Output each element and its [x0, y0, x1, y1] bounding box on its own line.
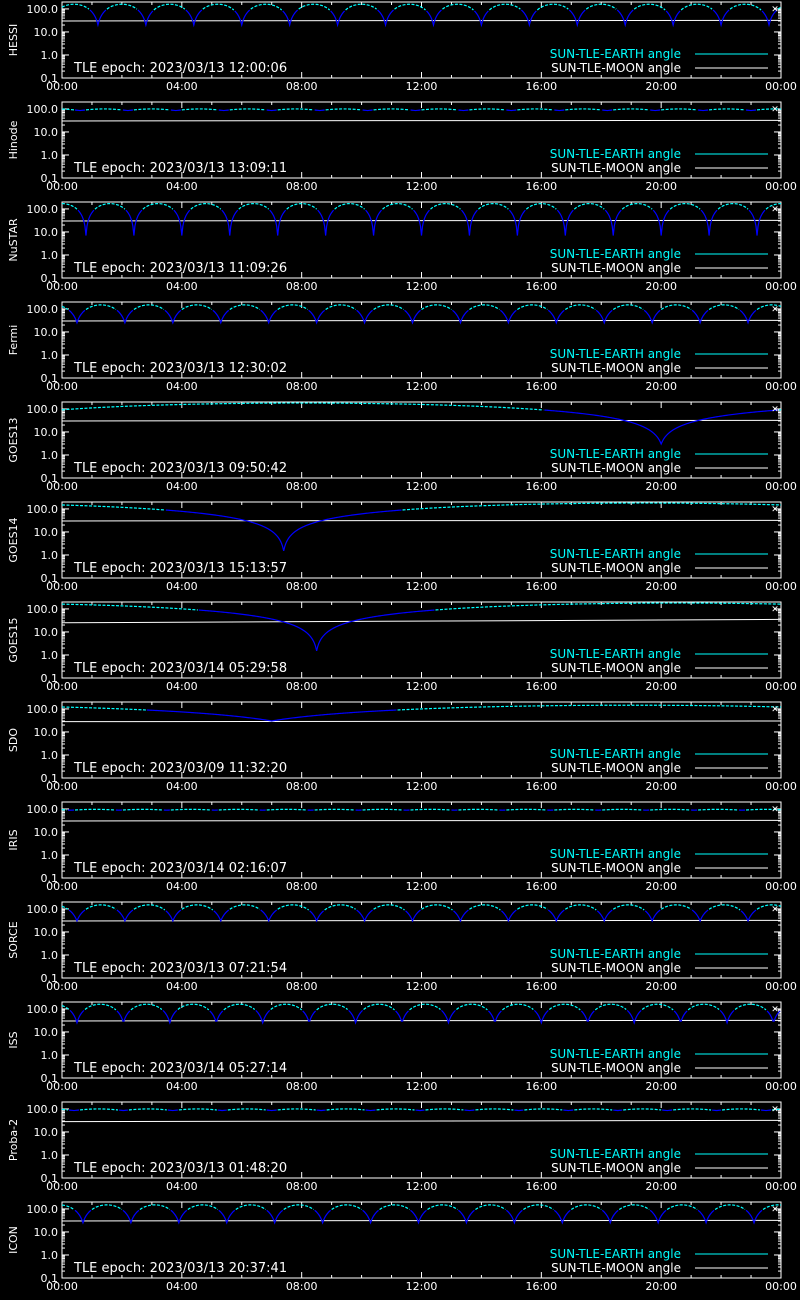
x-tick-label: 20:00	[645, 480, 678, 493]
series-line-sun-tle-moon	[62, 820, 781, 821]
x-tick-label: 00:00	[46, 80, 78, 93]
y-tick-label: 100.0	[26, 402, 58, 416]
x-tick-label: 12:00	[405, 880, 438, 893]
tle-epoch-prefix: TLE epoch:	[74, 161, 150, 176]
legend-earth-label: SUN-TLE-EARTH angle	[549, 247, 681, 261]
panel-ylabel: SORCE	[7, 921, 20, 959]
tle-epoch-prefix: TLE epoch:	[74, 361, 150, 376]
y-tick-label: 1.0	[40, 1048, 58, 1062]
x-tick-label: 00:00	[765, 980, 797, 993]
x-tick-label: 00:00	[765, 180, 797, 193]
end-marker-icon: ✕	[771, 1005, 779, 1015]
end-marker-icon: ✕	[771, 1205, 779, 1215]
tle-epoch-value: 2023/03/13 11:09:26	[149, 261, 288, 276]
end-marker-icon: ✕	[771, 205, 779, 215]
x-tick-label: 20:00	[645, 980, 678, 993]
x-tick-label: 00:00	[46, 980, 78, 993]
y-tick-label: 1.0	[40, 148, 58, 162]
legend-earth-label: SUN-TLE-EARTH angle	[549, 847, 681, 861]
x-tick-label: 20:00	[645, 380, 678, 393]
y-tick-label: 10.0	[33, 425, 58, 439]
y-tick-label: 100.0	[26, 502, 58, 516]
x-tick-label: 16:00	[525, 680, 558, 693]
y-tick-label: 0.1	[40, 972, 58, 985]
series-line-sun-tle-earth-low	[69, 910, 756, 921]
tle-epoch-prefix: TLE epoch:	[74, 1061, 150, 1076]
legend-moon-label: SUN-TLE-MOON angle	[551, 1261, 681, 1275]
x-tick-label: 00:00	[765, 480, 797, 493]
chart-panel-sorce	[0, 900, 800, 1000]
legend-moon-label: SUN-TLE-MOON angle	[551, 1061, 681, 1075]
series-line-sun-tle-moon	[62, 220, 781, 221]
end-marker-icon: ✕	[771, 905, 779, 915]
legend-earth-label: SUN-TLE-EARTH angle	[549, 47, 681, 61]
y-tick-label: 0.1	[40, 872, 58, 885]
tle-epoch-prefix: TLE epoch:	[74, 61, 150, 76]
x-tick-label: 16:00	[525, 880, 558, 893]
legend-earth-label: SUN-TLE-EARTH angle	[549, 447, 681, 461]
legend-moon-label: SUN-TLE-MOON angle	[551, 361, 681, 375]
y-tick-label: 100.0	[26, 1202, 58, 1216]
legend-moon-label: SUN-TLE-MOON angle	[551, 61, 681, 75]
tle-epoch-label	[73, 1261, 287, 1276]
tle-epoch-label	[73, 261, 287, 276]
tle-epoch-prefix: TLE epoch:	[74, 461, 150, 476]
x-tick-label: 20:00	[645, 1280, 678, 1293]
chart-panel-nustar	[0, 200, 800, 300]
tle-epoch-value: 2023/03/14 05:27:14	[149, 1061, 288, 1076]
x-tick-label: 20:00	[645, 880, 678, 893]
y-tick-label: 0.1	[40, 1072, 58, 1085]
x-tick-label: 16:00	[525, 280, 558, 293]
y-tick-label: 0.1	[40, 772, 58, 785]
tle-epoch-label	[73, 1161, 287, 1176]
x-tick-label: 04:00	[165, 180, 198, 193]
tle-epoch-value: 2023/03/13 12:00:06	[149, 61, 288, 76]
x-tick-label: 00:00	[46, 1180, 78, 1193]
x-tick-label: 08:00	[285, 380, 318, 393]
x-tick-label: 12:00	[405, 580, 438, 593]
end-marker-icon: ✕	[771, 5, 779, 15]
panel-ylabel: Proba-2	[7, 1118, 20, 1162]
y-tick-label: 10.0	[33, 525, 58, 539]
legend-earth-label: SUN-TLE-EARTH angle	[549, 747, 681, 761]
x-tick-label: 04:00	[165, 1280, 198, 1293]
y-tick-label: 1.0	[40, 48, 58, 62]
x-tick-label: 20:00	[645, 680, 678, 693]
chart-panel-sdo	[0, 700, 800, 800]
x-tick-label: 08:00	[285, 80, 318, 93]
y-tick-label: 10.0	[33, 25, 58, 39]
x-tick-label: 16:00	[525, 980, 558, 993]
x-tick-label: 16:00	[525, 380, 558, 393]
legend-moon-label: SUN-TLE-MOON angle	[551, 661, 681, 675]
series-line-sun-tle-moon	[62, 1220, 781, 1221]
y-tick-label: 10.0	[33, 1225, 58, 1239]
legend-earth-label: SUN-TLE-EARTH angle	[549, 1247, 681, 1261]
tle-epoch-prefix: TLE epoch:	[74, 1161, 150, 1176]
series-line-sun-tle-moon	[62, 320, 781, 321]
tle-epoch-prefix: TLE epoch:	[74, 861, 150, 876]
x-tick-label: 00:00	[765, 1080, 797, 1093]
tle-epoch-prefix: TLE epoch:	[74, 561, 150, 576]
x-tick-label: 04:00	[165, 780, 198, 793]
legend-moon-label: SUN-TLE-MOON angle	[551, 961, 681, 975]
y-tick-label: 100.0	[26, 202, 58, 216]
x-tick-label: 00:00	[46, 580, 78, 593]
x-tick-label: 20:00	[645, 580, 678, 593]
legend-moon-label: SUN-TLE-MOON angle	[551, 1161, 681, 1175]
tle-epoch-label	[73, 961, 287, 976]
x-tick-label: 00:00	[46, 880, 78, 893]
x-tick-label: 20:00	[645, 80, 678, 93]
y-tick-label: 10.0	[33, 825, 58, 839]
end-marker-icon: ✕	[771, 1105, 779, 1115]
tle-epoch-label	[73, 761, 287, 776]
x-tick-label: 12:00	[405, 80, 438, 93]
end-marker-icon: ✕	[771, 505, 779, 515]
x-tick-label: 16:00	[525, 780, 558, 793]
y-tick-label: 10.0	[33, 1125, 58, 1139]
legend-earth-label: SUN-TLE-EARTH angle	[549, 1047, 681, 1061]
x-tick-label: 04:00	[165, 380, 198, 393]
x-tick-label: 08:00	[285, 1180, 318, 1193]
series-line-sun-tle-earth-low	[199, 610, 435, 651]
y-tick-label: 1.0	[40, 948, 58, 962]
x-tick-label: 16:00	[525, 480, 558, 493]
x-tick-label: 00:00	[46, 480, 78, 493]
chart-panel-goes13	[0, 400, 800, 500]
legend-earth-label: SUN-TLE-EARTH angle	[549, 147, 681, 161]
series-line-sun-tle-earth-low	[78, 210, 765, 235]
tle-epoch-value: 2023/03/13 01:48:20	[149, 1161, 288, 1176]
panel-ylabel: IRIS	[7, 829, 20, 851]
tle-epoch-label	[73, 161, 287, 176]
y-tick-label: 1.0	[40, 548, 58, 562]
y-tick-label: 0.1	[40, 172, 58, 185]
x-tick-label: 08:00	[285, 980, 318, 993]
x-tick-label: 08:00	[285, 780, 318, 793]
tle-epoch-label	[73, 861, 287, 876]
tle-epoch-value: 2023/03/13 09:50:42	[149, 461, 288, 476]
y-tick-label: 100.0	[26, 902, 58, 916]
series-line-sun-tle-earth-low	[166, 510, 402, 551]
series-line-sun-tle-moon	[62, 1120, 781, 1121]
x-tick-label: 08:00	[285, 880, 318, 893]
y-tick-label: 10.0	[33, 225, 58, 239]
series-line-sun-tle-moon	[62, 721, 781, 722]
x-tick-label: 00:00	[46, 680, 78, 693]
tle-epoch-value: 2023/03/14 05:29:58	[149, 661, 288, 676]
y-tick-label: 0.1	[40, 1272, 58, 1285]
x-tick-label: 12:00	[405, 780, 438, 793]
tle-epoch-value: 2023/03/14 02:16:07	[149, 861, 288, 876]
x-tick-label: 04:00	[165, 280, 198, 293]
x-tick-label: 04:00	[165, 980, 198, 993]
y-tick-label: 0.1	[40, 672, 58, 685]
panel-ylabel: GOES13	[7, 417, 20, 463]
x-tick-label: 04:00	[165, 1080, 198, 1093]
x-tick-label: 00:00	[765, 380, 797, 393]
y-tick-label: 0.1	[40, 472, 58, 485]
x-tick-label: 00:00	[46, 1280, 78, 1293]
panel-ylabel: GOES15	[7, 617, 20, 663]
x-tick-label: 16:00	[525, 580, 558, 593]
x-tick-label: 08:00	[285, 580, 318, 593]
series-line-sun-tle-moon	[62, 120, 781, 121]
y-tick-label: 100.0	[26, 1102, 58, 1116]
tle-epoch-value: 2023/03/13 12:30:02	[149, 361, 288, 376]
x-tick-label: 00:00	[46, 1080, 78, 1093]
x-tick-label: 08:00	[285, 280, 318, 293]
chart-panel-goes14	[0, 500, 800, 600]
panel-ylabel: SDO	[7, 727, 20, 753]
y-tick-label: 0.1	[40, 572, 58, 585]
y-tick-label: 100.0	[26, 302, 58, 316]
legend-moon-label: SUN-TLE-MOON angle	[551, 561, 681, 575]
y-tick-label: 0.1	[40, 272, 58, 285]
y-tick-label: 0.1	[40, 72, 58, 85]
y-tick-label: 100.0	[26, 102, 58, 116]
x-tick-label: 00:00	[765, 280, 797, 293]
x-tick-label: 12:00	[405, 980, 438, 993]
y-tick-label: 10.0	[33, 1025, 58, 1039]
x-tick-label: 08:00	[285, 1280, 318, 1293]
x-tick-label: 08:00	[285, 480, 318, 493]
x-tick-label: 04:00	[165, 580, 198, 593]
tle-epoch-label	[73, 461, 287, 476]
panel-ylabel: HESSI	[7, 23, 20, 57]
x-tick-label: 00:00	[765, 1280, 797, 1293]
x-tick-label: 16:00	[525, 180, 558, 193]
x-tick-label: 00:00	[46, 280, 78, 293]
series-line-sun-tle-earth-low	[69, 1110, 771, 1111]
legend-earth-label: SUN-TLE-EARTH angle	[549, 1147, 681, 1161]
chart-panel-proba-2	[0, 1100, 800, 1200]
chart-panel-fermi	[0, 300, 800, 400]
y-tick-label: 1.0	[40, 1248, 58, 1262]
y-tick-label: 10.0	[33, 725, 58, 739]
panel-ylabel: ISS	[7, 1031, 20, 1049]
tle-epoch-label	[73, 561, 287, 576]
y-tick-label: 10.0	[33, 325, 58, 339]
tle-epoch-label	[73, 61, 287, 76]
tle-epoch-label	[73, 661, 287, 676]
x-tick-label: 12:00	[405, 380, 438, 393]
tle-epoch-label	[73, 1061, 287, 1076]
legend-moon-label: SUN-TLE-MOON angle	[551, 261, 681, 275]
x-tick-label: 00:00	[765, 580, 797, 593]
y-tick-label: 1.0	[40, 348, 58, 362]
x-tick-label: 00:00	[765, 1180, 797, 1193]
x-tick-label: 12:00	[405, 680, 438, 693]
series-line-sun-tle-moon	[62, 619, 781, 622]
x-tick-label: 00:00	[765, 680, 797, 693]
x-tick-label: 20:00	[645, 1180, 678, 1193]
tle-epoch-value: 2023/03/13 20:37:41	[149, 1261, 288, 1276]
x-tick-label: 16:00	[525, 1280, 558, 1293]
x-tick-label: 12:00	[405, 1280, 438, 1293]
y-tick-label: 100.0	[26, 2, 58, 16]
legend-moon-label: SUN-TLE-MOON angle	[551, 161, 681, 175]
x-tick-label: 00:00	[765, 880, 797, 893]
series-line-sun-tle-moon	[62, 520, 781, 521]
x-tick-label: 04:00	[165, 480, 198, 493]
legend-moon-label: SUN-TLE-MOON angle	[551, 461, 681, 475]
series-line-sun-tle-earth-low	[75, 110, 756, 111]
x-tick-label: 08:00	[285, 180, 318, 193]
tle-epoch-prefix: TLE epoch:	[74, 961, 150, 976]
y-tick-label: 0.1	[40, 372, 58, 385]
x-tick-label: 16:00	[525, 80, 558, 93]
x-tick-label: 12:00	[405, 480, 438, 493]
x-tick-label: 00:00	[765, 80, 797, 93]
x-tick-label: 12:00	[405, 1080, 438, 1093]
y-tick-label: 10.0	[33, 625, 58, 639]
end-marker-icon: ✕	[771, 805, 779, 815]
x-tick-label: 20:00	[645, 180, 678, 193]
tle-epoch-prefix: TLE epoch:	[74, 261, 150, 276]
series-line-sun-tle-moon	[62, 420, 781, 421]
panel-ylabel: ICON	[7, 1226, 20, 1254]
panel-ylabel: Hinode	[7, 120, 20, 160]
panel-ylabel: GOES14	[7, 517, 20, 563]
tle-epoch-prefix: TLE epoch:	[74, 761, 150, 776]
y-tick-label: 10.0	[33, 125, 58, 139]
legend-moon-label: SUN-TLE-MOON angle	[551, 861, 681, 875]
chart-panel-iss	[0, 1000, 800, 1100]
y-tick-label: 100.0	[26, 702, 58, 716]
series-line-sun-tle-earth-high	[62, 809, 781, 810]
tle-epoch-label	[73, 361, 287, 376]
end-marker-icon: ✕	[771, 405, 779, 415]
x-tick-label: 04:00	[165, 680, 198, 693]
x-tick-label: 04:00	[165, 880, 198, 893]
tle-epoch-value: 2023/03/13 07:21:54	[149, 961, 288, 976]
chart-panel-hinode	[0, 100, 800, 200]
legend-moon-label: SUN-TLE-MOON angle	[551, 761, 681, 775]
chart-panel-icon	[0, 1200, 800, 1300]
x-tick-label: 12:00	[405, 1180, 438, 1193]
x-tick-label: 00:00	[46, 180, 78, 193]
x-tick-label: 20:00	[645, 1080, 678, 1093]
x-tick-label: 12:00	[405, 180, 438, 193]
legend-earth-label: SUN-TLE-EARTH angle	[549, 647, 681, 661]
end-marker-icon: ✕	[771, 305, 779, 315]
y-tick-label: 1.0	[40, 848, 58, 862]
y-tick-label: 1.0	[40, 648, 58, 662]
y-tick-label: 1.0	[40, 248, 58, 262]
legend-earth-label: SUN-TLE-EARTH angle	[549, 947, 681, 961]
end-marker-icon: ✕	[771, 705, 779, 715]
tle-epoch-prefix: TLE epoch:	[74, 1261, 150, 1276]
y-tick-label: 0.1	[40, 1172, 58, 1185]
y-tick-label: 100.0	[26, 802, 58, 816]
series-line-sun-tle-earth-high	[62, 109, 781, 110]
x-tick-label: 04:00	[165, 1180, 198, 1193]
chart-panel-iris	[0, 800, 800, 900]
x-tick-label: 16:00	[525, 1080, 558, 1093]
y-tick-label: 100.0	[26, 602, 58, 616]
x-tick-label: 04:00	[165, 80, 198, 93]
y-tick-label: 100.0	[26, 1002, 58, 1016]
x-tick-label: 00:00	[765, 780, 797, 793]
chart-panel-hessi	[0, 0, 800, 100]
x-tick-label: 00:00	[46, 380, 78, 393]
chart-panel-goes15	[0, 600, 800, 700]
x-tick-label: 08:00	[285, 1080, 318, 1093]
end-marker-icon: ✕	[771, 605, 779, 615]
x-tick-label: 20:00	[645, 280, 678, 293]
series-line-sun-tle-earth-low	[544, 410, 778, 444]
x-tick-label: 16:00	[525, 1180, 558, 1193]
series-line-sun-tle-moon	[62, 20, 781, 21]
series-line-sun-tle-moon	[62, 920, 781, 921]
legend-earth-label: SUN-TLE-EARTH angle	[549, 547, 681, 561]
y-tick-label: 1.0	[40, 448, 58, 462]
x-tick-label: 20:00	[645, 780, 678, 793]
tle-epoch-value: 2023/03/13 13:09:11	[149, 161, 288, 176]
legend-earth-label: SUN-TLE-EARTH angle	[549, 347, 681, 361]
tle-epoch-value: 2023/03/09 11:32:20	[149, 761, 288, 776]
end-marker-icon: ✕	[771, 105, 779, 115]
tle-epoch-prefix: TLE epoch:	[74, 661, 150, 676]
y-tick-label: 1.0	[40, 1148, 58, 1162]
panel-ylabel: Fermi	[7, 324, 20, 356]
x-tick-label: 00:00	[46, 780, 78, 793]
panel-ylabel: NuSTAR	[7, 218, 20, 262]
tle-epoch-value: 2023/03/13 15:13:57	[149, 561, 288, 576]
y-tick-label: 1.0	[40, 748, 58, 762]
y-tick-label: 10.0	[33, 925, 58, 939]
series-line-sun-tle-earth-low	[90, 10, 777, 25]
x-tick-label: 12:00	[405, 280, 438, 293]
x-tick-label: 08:00	[285, 680, 318, 693]
series-line-sun-tle-earth-low	[147, 710, 397, 721]
